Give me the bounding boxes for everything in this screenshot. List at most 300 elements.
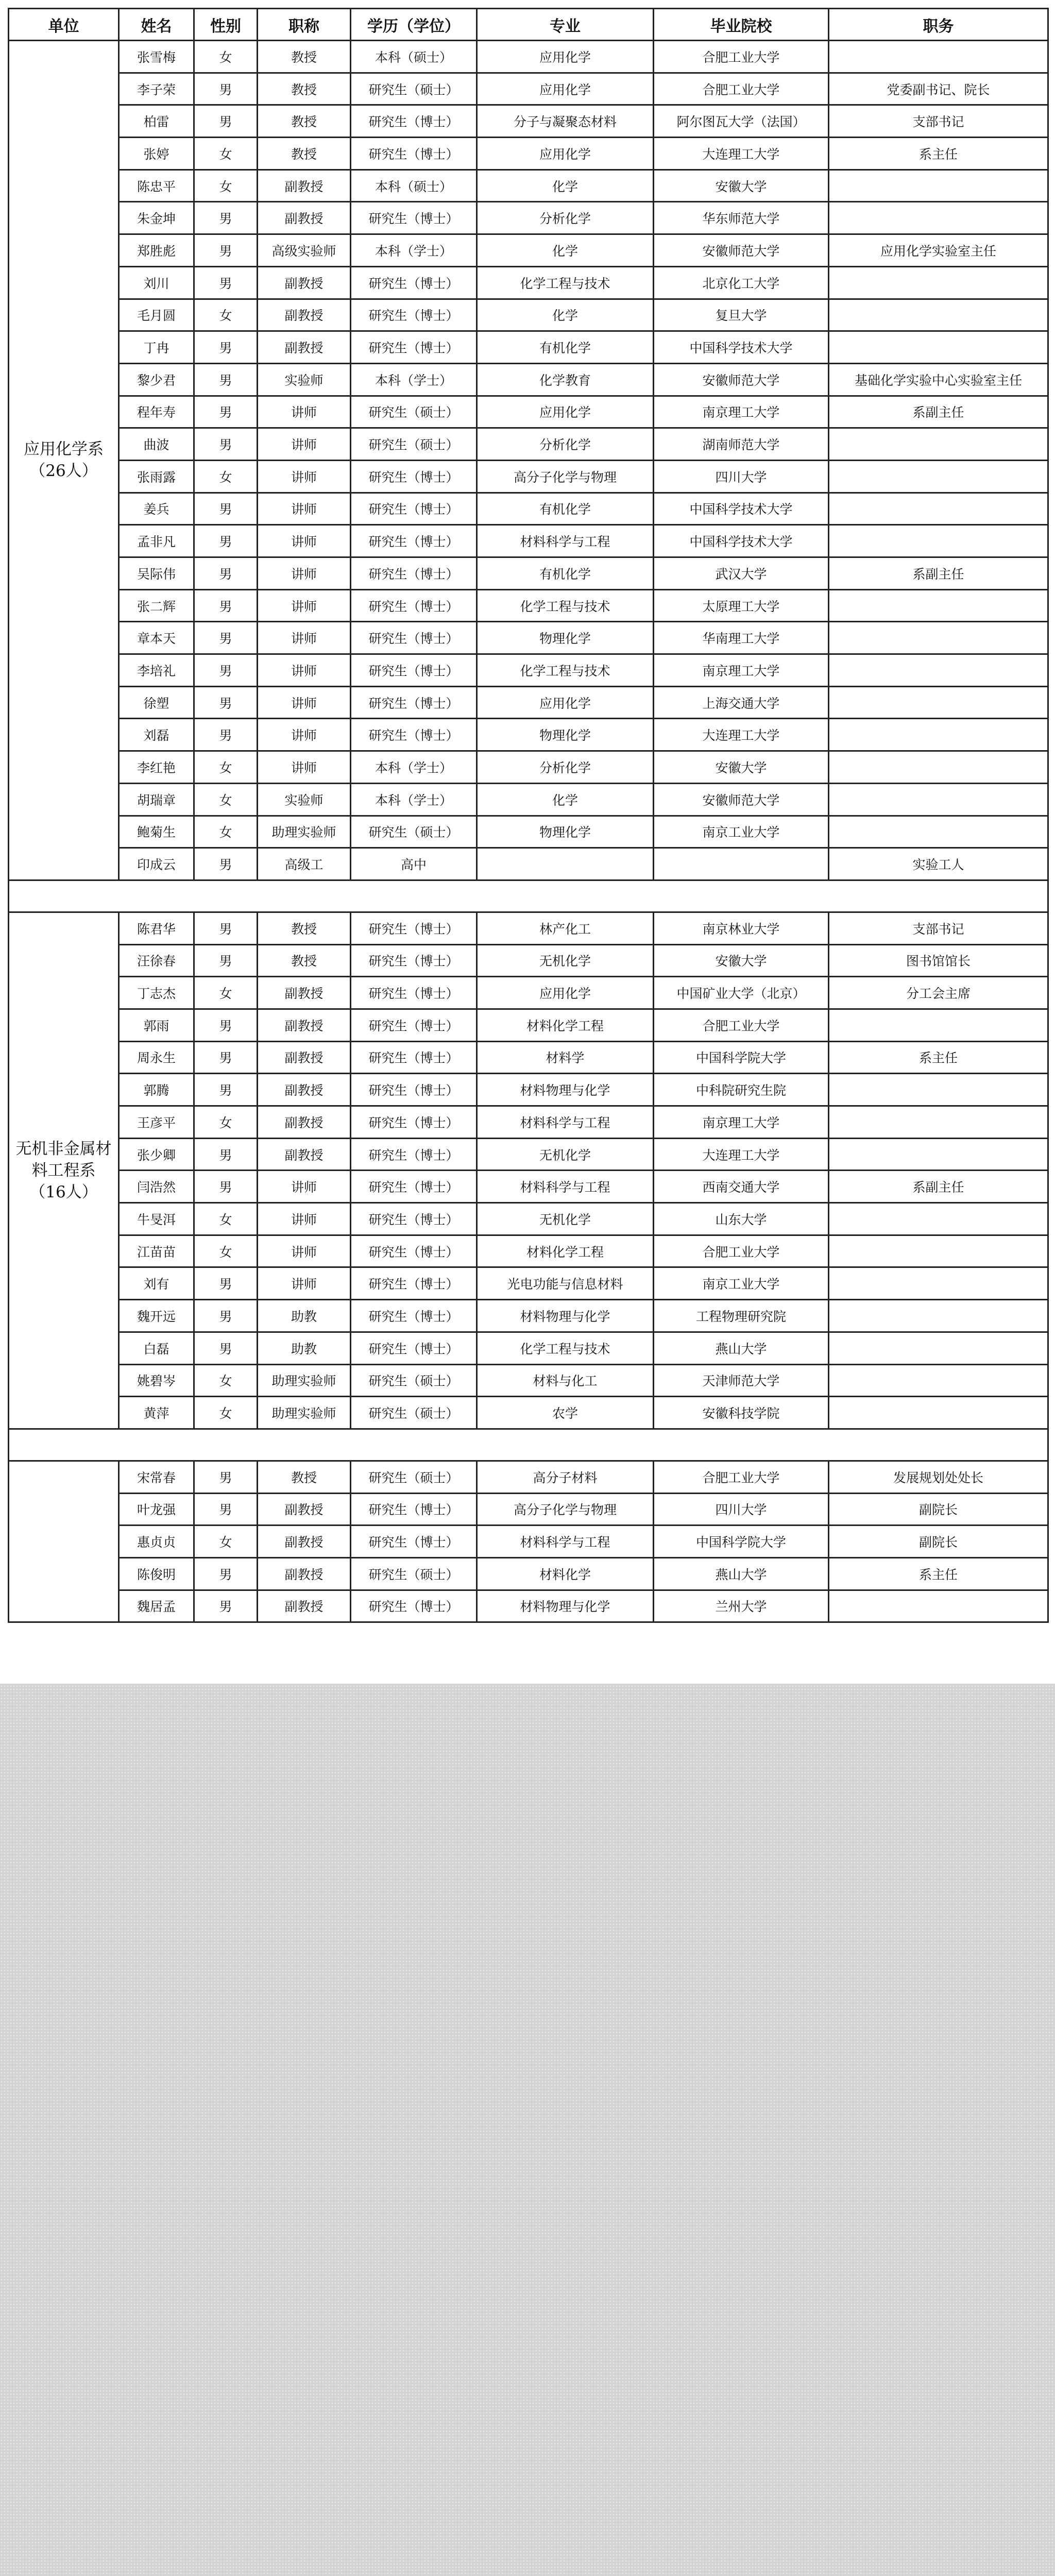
table-row [9, 525, 1048, 557]
cell-title: 讲师 [258, 1203, 351, 1235]
table-row [9, 1267, 1048, 1300]
cell-degree: 研究生（博士） [351, 1590, 477, 1622]
cell-major: 有机化学 [477, 331, 654, 364]
cell-degree: 研究生（博士） [351, 719, 477, 751]
cell-gender: 女 [194, 1364, 258, 1397]
cell-title: 教授 [258, 105, 351, 138]
cell-title: 副教授 [258, 202, 351, 234]
cell-major: 材料科学与工程 [477, 1106, 654, 1139]
cell-degree: 研究生（硕士） [351, 73, 477, 105]
cell-major: 有机化学 [477, 557, 654, 590]
cell-school: 西南交通大学 [654, 1171, 829, 1203]
cell-school: 中科院研究生院 [654, 1074, 829, 1106]
header-gender: 性别 [194, 9, 258, 41]
cell-major: 分析化学 [477, 202, 654, 234]
cell-major: 材料物理与化学 [477, 1074, 654, 1106]
staff-body [9, 41, 1048, 1622]
cell-school: 华南理工大学 [654, 622, 829, 654]
cell-school: 中国科学技术大学 [654, 331, 829, 364]
cell-degree: 研究生（博士） [351, 1203, 477, 1235]
cell-name: 魏居孟 [119, 1590, 194, 1622]
cell-gender: 女 [194, 41, 258, 73]
cell-school: 合肥工业大学 [654, 1461, 829, 1493]
cell-position [829, 331, 1048, 364]
cell-school: 大连理工大学 [654, 719, 829, 751]
cell-degree: 研究生（博士） [351, 622, 477, 654]
cell-degree: 研究生（硕士） [351, 816, 477, 848]
cell-name: 刘磊 [119, 719, 194, 751]
cell-major: 物理化学 [477, 622, 654, 654]
cell-degree: 研究生（博士） [351, 331, 477, 364]
cell-position [829, 783, 1048, 816]
table-row [9, 622, 1048, 654]
table-row [9, 1557, 1048, 1590]
table-row [9, 363, 1048, 396]
cell-title: 教授 [258, 912, 351, 944]
cell-school: 安徽师范大学 [654, 363, 829, 396]
cell-gender: 男 [194, 1461, 258, 1493]
cell-title: 讲师 [258, 525, 351, 557]
cell-major: 材料与化工 [477, 1364, 654, 1397]
cell-major: 材料科学与工程 [477, 1171, 654, 1203]
cell-school: 山东大学 [654, 1203, 829, 1235]
cell-school: 华东师范大学 [654, 202, 829, 234]
cell-degree: 研究生（博士） [351, 1041, 477, 1074]
unit-name: 无机非金属材料工程系 [15, 1139, 112, 1180]
cell-title: 讲师 [258, 1171, 351, 1203]
table-row [9, 428, 1048, 461]
cell-gender: 男 [194, 654, 258, 687]
cell-school: 大连理工大学 [654, 138, 829, 170]
cell-school: 南京工业大学 [654, 1267, 829, 1300]
staff-table [8, 8, 1049, 1623]
table-row [9, 1300, 1048, 1332]
cell-degree: 研究生（硕士） [351, 396, 477, 428]
cell-title: 实验师 [258, 363, 351, 396]
cell-position [829, 1074, 1048, 1106]
cell-degree: 研究生（博士） [351, 525, 477, 557]
cell-position [829, 816, 1048, 848]
cell-name: 张婷 [119, 138, 194, 170]
cell-school: 复旦大学 [654, 299, 829, 331]
section-spacer [9, 1429, 1048, 1461]
table-row [9, 654, 1048, 687]
cell-name: 魏开远 [119, 1300, 194, 1332]
cell-major: 化学 [477, 234, 654, 267]
cell-gender: 女 [194, 751, 258, 784]
unit-cell [9, 1461, 119, 1622]
cell-school: 合肥工业大学 [654, 1009, 829, 1041]
cell-name: 胡瑞章 [119, 783, 194, 816]
cell-title: 副教授 [258, 266, 351, 299]
cell-school: 南京理工大学 [654, 654, 829, 687]
cell-major: 应用化学 [477, 977, 654, 1009]
cell-gender: 男 [194, 1590, 258, 1622]
cell-degree: 研究生（博士） [351, 1106, 477, 1139]
cell-position: 党委副书记、院长 [829, 73, 1048, 105]
cell-name: 郑胜彪 [119, 234, 194, 267]
cell-name: 白磊 [119, 1332, 194, 1364]
table-row [9, 1461, 1048, 1493]
cell-major: 应用化学 [477, 396, 654, 428]
table-row [9, 493, 1048, 525]
cell-position [829, 751, 1048, 784]
cell-school: 安徽大学 [654, 751, 829, 784]
cell-name: 程年寿 [119, 396, 194, 428]
cell-position: 系副主任 [829, 396, 1048, 428]
cell-major [477, 848, 654, 880]
cell-school: 兰州大学 [654, 1590, 829, 1622]
header-unit: 单位 [9, 9, 119, 41]
cell-title: 副教授 [258, 1526, 351, 1558]
cell-school: 上海交通大学 [654, 686, 829, 719]
cell-position: 基础化学实验中心实验室主任 [829, 363, 1048, 396]
cell-name: 刘川 [119, 266, 194, 299]
cell-school: 天津师范大学 [654, 1364, 829, 1397]
cell-gender: 女 [194, 1203, 258, 1235]
cell-name: 刘有 [119, 1267, 194, 1300]
cell-title: 助理实验师 [258, 816, 351, 848]
cell-position [829, 719, 1048, 751]
cell-degree: 本科（学士） [351, 783, 477, 816]
cell-school: 合肥工业大学 [654, 73, 829, 105]
cell-title: 教授 [258, 944, 351, 977]
header-title: 职称 [258, 9, 351, 41]
cell-major: 物理化学 [477, 719, 654, 751]
cell-position: 系主任 [829, 138, 1048, 170]
cell-title: 讲师 [258, 654, 351, 687]
cell-major: 化学 [477, 299, 654, 331]
cell-degree: 研究生（博士） [351, 1235, 477, 1267]
cell-position [829, 525, 1048, 557]
table-row [9, 1332, 1048, 1364]
cell-name: 陈俊明 [119, 1557, 194, 1590]
cell-degree: 研究生（博士） [351, 493, 477, 525]
cell-position [829, 41, 1048, 73]
cell-gender: 女 [194, 816, 258, 848]
cell-school: 中国科学院大学 [654, 1041, 829, 1074]
cell-gender: 男 [194, 557, 258, 590]
cell-name: 黄萍 [119, 1397, 194, 1429]
cell-gender: 男 [194, 1493, 258, 1526]
cell-major: 光电功能与信息材料 [477, 1267, 654, 1300]
unit-cell [9, 41, 119, 880]
cell-school: 工程物理研究院 [654, 1300, 829, 1332]
cell-name: 周永生 [119, 1041, 194, 1074]
cell-gender: 男 [194, 1300, 258, 1332]
cell-major: 化学 [477, 170, 654, 202]
cell-title: 副教授 [258, 170, 351, 202]
table-row [9, 1493, 1048, 1526]
cell-title: 讲师 [258, 622, 351, 654]
cell-gender: 男 [194, 202, 258, 234]
cell-gender: 女 [194, 170, 258, 202]
cell-school: 北京化工大学 [654, 266, 829, 299]
table-row [9, 751, 1048, 784]
cell-school: 中国科学院大学 [654, 1526, 829, 1558]
cell-major: 林产化工 [477, 912, 654, 944]
cell-major: 无机化学 [477, 944, 654, 977]
cell-major: 化学工程与技术 [477, 266, 654, 299]
cell-name: 孟非凡 [119, 525, 194, 557]
cell-gender: 男 [194, 73, 258, 105]
cell-name: 李红艳 [119, 751, 194, 784]
table-row [9, 1364, 1048, 1397]
cell-position: 系主任 [829, 1041, 1048, 1074]
cell-major: 材料科学与工程 [477, 1526, 654, 1558]
cell-title: 副教授 [258, 1138, 351, 1171]
cell-name: 姜兵 [119, 493, 194, 525]
cell-title: 讲师 [258, 460, 351, 493]
cell-gender: 女 [194, 138, 258, 170]
table-row [9, 138, 1048, 170]
cell-position [829, 654, 1048, 687]
table-row [9, 589, 1048, 622]
cell-degree: 研究生（硕士） [351, 428, 477, 461]
cell-title: 讲师 [258, 719, 351, 751]
cell-name: 姚碧岑 [119, 1364, 194, 1397]
cell-title: 讲师 [258, 589, 351, 622]
table-row [9, 912, 1048, 944]
table-row [9, 1171, 1048, 1203]
cell-gender: 男 [194, 589, 258, 622]
cell-name: 徐塑 [119, 686, 194, 719]
cell-name: 丁志杰 [119, 977, 194, 1009]
cell-title: 副教授 [258, 977, 351, 1009]
cell-school: 太原理工大学 [654, 589, 829, 622]
cell-school: 四川大学 [654, 1493, 829, 1526]
cell-degree: 研究生（博士） [351, 686, 477, 719]
cell-position [829, 493, 1048, 525]
cell-name: 牛旻洱 [119, 1203, 194, 1235]
cell-position: 发展规划处处长 [829, 1461, 1048, 1493]
cell-degree: 研究生（博士） [351, 266, 477, 299]
cell-degree: 研究生（博士） [351, 1138, 477, 1171]
cell-gender: 男 [194, 719, 258, 751]
cell-name: 汪徐春 [119, 944, 194, 977]
cell-gender: 女 [194, 1397, 258, 1429]
cell-gender: 男 [194, 848, 258, 880]
cell-school: 南京林业大学 [654, 912, 829, 944]
cell-degree: 研究生（博士） [351, 557, 477, 590]
cell-gender: 女 [194, 1106, 258, 1139]
cell-name: 惠贞贞 [119, 1526, 194, 1558]
cell-school [654, 848, 829, 880]
cell-major: 分子与凝聚态材料 [477, 105, 654, 138]
cell-title: 讲师 [258, 1267, 351, 1300]
cell-degree: 研究生（博士） [351, 460, 477, 493]
cell-gender: 女 [194, 460, 258, 493]
cell-gender: 男 [194, 1041, 258, 1074]
cell-title: 实验师 [258, 783, 351, 816]
cell-school: 安徽师范大学 [654, 234, 829, 267]
section-spacer-row [9, 1429, 1048, 1461]
cell-gender: 男 [194, 1074, 258, 1106]
table-row [9, 396, 1048, 428]
cell-major: 应用化学 [477, 686, 654, 719]
cell-name: 江苗苗 [119, 1235, 194, 1267]
cell-school: 燕山大学 [654, 1332, 829, 1364]
cell-degree: 研究生（硕士） [351, 1397, 477, 1429]
cell-title: 助理实验师 [258, 1364, 351, 1397]
cell-gender: 男 [194, 686, 258, 719]
cell-major: 高分子化学与物理 [477, 1493, 654, 1526]
cell-major: 材料科学与工程 [477, 525, 654, 557]
cell-title: 助教 [258, 1300, 351, 1332]
table-row [9, 1590, 1048, 1622]
cell-major: 化学工程与技术 [477, 1332, 654, 1364]
cell-position [829, 170, 1048, 202]
cell-gender: 男 [194, 105, 258, 138]
cell-position: 应用化学实验室主任 [829, 234, 1048, 267]
cell-gender: 男 [194, 428, 258, 461]
table-row [9, 105, 1048, 138]
cell-title: 讲师 [258, 493, 351, 525]
unit-count: （26人） [29, 462, 98, 481]
cell-position: 图书馆馆长 [829, 944, 1048, 977]
cell-major: 材料学 [477, 1041, 654, 1074]
cell-degree: 高中 [351, 848, 477, 880]
cell-school: 大连理工大学 [654, 1138, 829, 1171]
cell-major: 有机化学 [477, 493, 654, 525]
cell-position: 系副主任 [829, 1171, 1048, 1203]
cell-title: 高级实验师 [258, 234, 351, 267]
table-row [9, 1138, 1048, 1171]
cell-school: 中国科学技术大学 [654, 493, 829, 525]
cell-title: 副教授 [258, 299, 351, 331]
table-row [9, 1397, 1048, 1429]
table-row [9, 1009, 1048, 1041]
cell-degree: 本科（硕士） [351, 170, 477, 202]
cell-school: 中国矿业大学（北京） [654, 977, 829, 1009]
cell-gender: 女 [194, 783, 258, 816]
cell-major: 高分子材料 [477, 1461, 654, 1493]
header-degree: 学历（学位） [351, 9, 477, 41]
cell-title: 副教授 [258, 331, 351, 364]
unit-cell [9, 912, 119, 1429]
header-row [9, 9, 1048, 41]
cell-major: 农学 [477, 1397, 654, 1429]
cell-school: 安徽师范大学 [654, 783, 829, 816]
cell-degree: 研究生（博士） [351, 1171, 477, 1203]
cell-title: 教授 [258, 73, 351, 105]
cell-name: 王彦平 [119, 1106, 194, 1139]
cell-gender: 女 [194, 977, 258, 1009]
cell-title: 副教授 [258, 1041, 351, 1074]
unit-name: 应用化学系 [24, 440, 104, 459]
cell-position [829, 1203, 1048, 1235]
table-row [9, 460, 1048, 493]
cell-title: 讲师 [258, 751, 351, 784]
header-school: 毕业院校 [654, 9, 829, 41]
cell-position [829, 1300, 1048, 1332]
cell-position: 实验工人 [829, 848, 1048, 880]
cell-position [829, 589, 1048, 622]
table-row [9, 1203, 1048, 1235]
table-row [9, 41, 1048, 73]
cell-title: 副教授 [258, 1009, 351, 1041]
cell-school: 安徽科技学院 [654, 1397, 829, 1429]
cell-school: 安徽大学 [654, 170, 829, 202]
cell-gender: 男 [194, 493, 258, 525]
cell-title: 高级工 [258, 848, 351, 880]
table-row [9, 234, 1048, 267]
cell-school: 合肥工业大学 [654, 1235, 829, 1267]
cell-position: 副院长 [829, 1493, 1048, 1526]
cell-position: 分工会主席 [829, 977, 1048, 1009]
cell-position [829, 622, 1048, 654]
cell-degree: 研究生（硕士） [351, 1557, 477, 1590]
cell-position [829, 1332, 1048, 1364]
cell-name: 张雨露 [119, 460, 194, 493]
table-row [9, 944, 1048, 977]
cell-degree: 研究生（博士） [351, 1267, 477, 1300]
section-spacer-row [9, 880, 1048, 912]
cell-school: 合肥工业大学 [654, 41, 829, 73]
cell-name: 李培礼 [119, 654, 194, 687]
table-row [9, 1106, 1048, 1139]
cell-position [829, 1590, 1048, 1622]
cell-title: 副教授 [258, 1106, 351, 1139]
cell-gender: 男 [194, 266, 258, 299]
cell-position [829, 428, 1048, 461]
cell-school: 武汉大学 [654, 557, 829, 590]
cell-position [829, 266, 1048, 299]
table-row [9, 783, 1048, 816]
cell-degree: 研究生（博士） [351, 299, 477, 331]
cell-school: 安徽大学 [654, 944, 829, 977]
cell-gender: 男 [194, 1332, 258, 1364]
cell-title: 助教 [258, 1332, 351, 1364]
cell-position [829, 1235, 1048, 1267]
cell-position [829, 1397, 1048, 1429]
cell-name: 印成云 [119, 848, 194, 880]
cell-name: 丁冉 [119, 331, 194, 364]
cell-name: 朱金坤 [119, 202, 194, 234]
cell-gender: 男 [194, 622, 258, 654]
table-row [9, 266, 1048, 299]
cell-gender: 男 [194, 363, 258, 396]
cell-degree: 研究生（博士） [351, 1009, 477, 1041]
cell-title: 教授 [258, 1461, 351, 1493]
header-position: 职务 [829, 9, 1048, 41]
cell-title: 助理实验师 [258, 1397, 351, 1429]
cell-position [829, 1106, 1048, 1139]
table-row [9, 299, 1048, 331]
cell-position: 支部书记 [829, 912, 1048, 944]
cell-title: 讲师 [258, 1235, 351, 1267]
cell-degree: 研究生（博士） [351, 1300, 477, 1332]
cell-position [829, 1267, 1048, 1300]
table-row [9, 170, 1048, 202]
cell-name: 郭腾 [119, 1074, 194, 1106]
cell-gender: 男 [194, 1557, 258, 1590]
cell-school: 阿尔图瓦大学（法国） [654, 105, 829, 138]
cell-gender: 男 [194, 1138, 258, 1171]
cell-school: 中国科学技术大学 [654, 525, 829, 557]
cell-school: 湖南师范大学 [654, 428, 829, 461]
table-row [9, 1526, 1048, 1558]
cell-degree: 研究生（博士） [351, 1332, 477, 1364]
cell-degree: 研究生（博士） [351, 654, 477, 687]
cell-gender: 男 [194, 1171, 258, 1203]
cell-gender: 女 [194, 1526, 258, 1558]
table-row [9, 686, 1048, 719]
cell-degree: 研究生（博士） [351, 1526, 477, 1558]
cell-title: 副教授 [258, 1590, 351, 1622]
cell-major: 化学工程与技术 [477, 589, 654, 622]
cell-position [829, 1009, 1048, 1041]
